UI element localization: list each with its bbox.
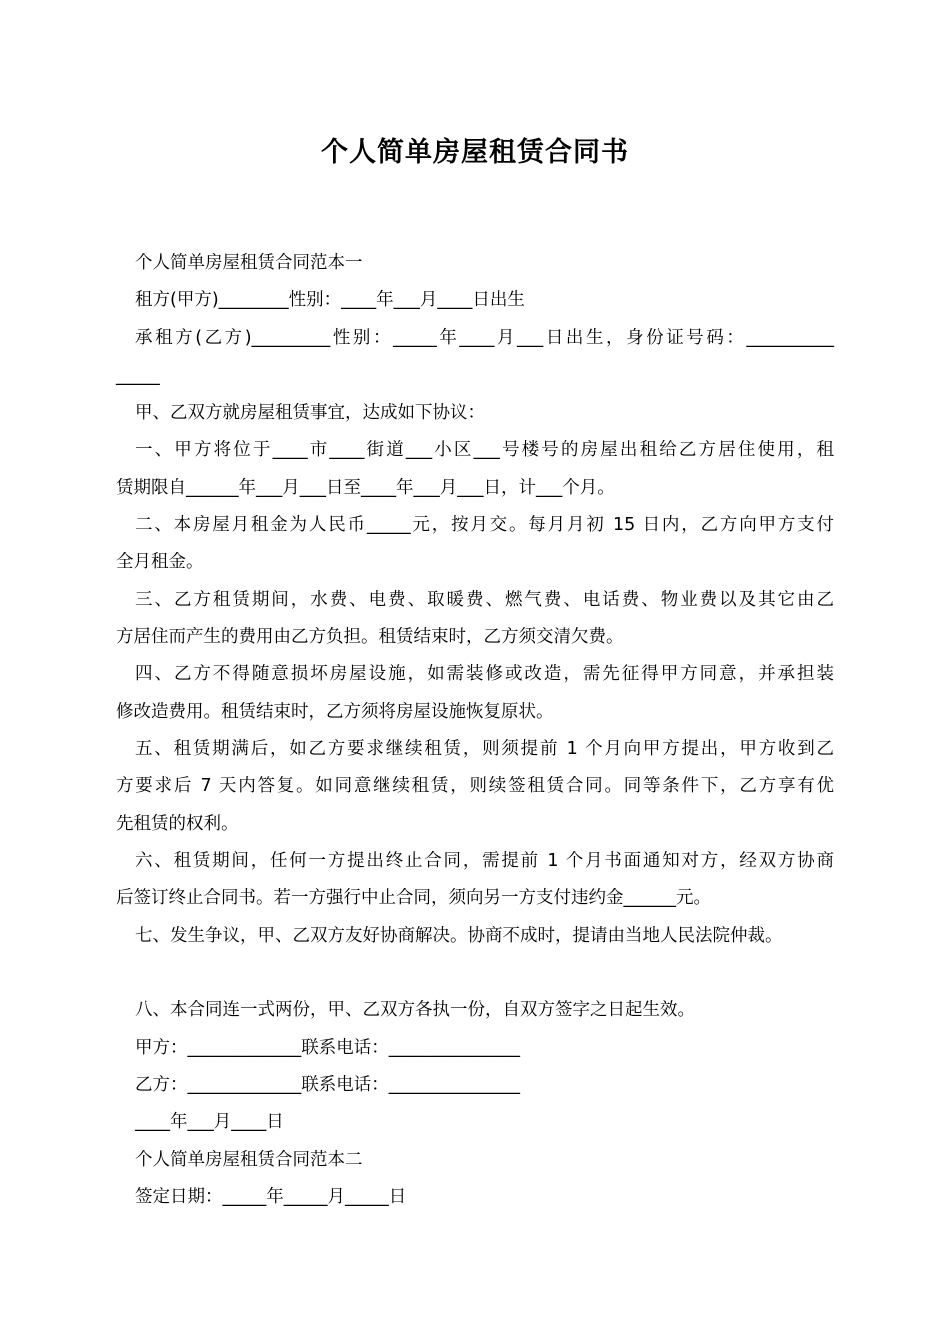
clause-6-line-2: 后签订终止合同书。若一方强行中止合同，须向另一方支付违约金______元。 (116, 888, 711, 908)
lessee-info-line-continued: _____ (116, 366, 160, 386)
clause-3-line-1: 三、乙方租赁期间，水费、电费、取暖费、燃气费、电话费、物业费以及其它由乙 (135, 590, 834, 610)
clause-2-line-1: 二、本房屋月租金为人民币_____元，按月交。每月月初 15 日内，乙方向甲方支付 (135, 515, 834, 535)
clause-2-line-2: 全月租金。 (116, 552, 204, 572)
clause-5-line-2: 方要求后 7 天内答复。如同意继续租赁，则续签租赁合同。同等条件下，乙方享有优 (116, 776, 834, 796)
party-b-signature-line: 乙方：_____________联系电话：_______________ (135, 1075, 520, 1095)
section-heading-sample-one: 个人简单房屋租赁合同范本一 (135, 253, 363, 273)
clause-4-line-1: 四、乙方不得随意损坏房屋设施，如需装修或改造，需先征得甲方同意，并承担装 (135, 664, 834, 684)
clause-7: 七、发生争议，甲、乙双方友好协商解决。协商不成时，提请由当地人民法院仲裁。 (135, 926, 783, 946)
party-a-signature-line: 甲方：_____________联系电话：_______________ (135, 1038, 520, 1058)
clause-8: 八、本合同连一式两份，甲、乙双方各执一份，自双方签字之日起生效。 (135, 1000, 695, 1020)
clause-1-line-2: 赁期限自______年___月___日至____年___月___日，计___个月。 (116, 478, 615, 498)
clause-6-line-1: 六、租赁期间，任何一方提出终止合同，需提前 1 个月书面通知对方，经双方协商 (135, 851, 834, 871)
clause-5-line-3: 先租赁的权利。 (116, 814, 239, 834)
signing-date-line: ____年___月____日 (135, 1112, 284, 1132)
clause-4-line-2: 修改造费用。租赁结束时，乙方须将房屋设施恢复原状。 (116, 702, 554, 722)
clause-1-line-1: 一、甲方将位于____市____街道___小区___号楼号的房屋出租给乙方居住使用，租 (135, 440, 834, 460)
lessor-info-line: 租方(甲方)________性别：____年___月____日出生 (135, 290, 525, 310)
lessee-info-line: 承租方(乙方)_________性别：_____年____月___日出生，身份证号码：__________ (135, 328, 834, 348)
section-heading-sample-two: 个人简单房屋租赁合同范本二 (135, 1150, 363, 1170)
clause-3-line-2: 方居住而产生的费用由乙方负担。租赁结束时，乙方须交清欠费。 (116, 627, 624, 647)
agreement-intro: 甲、乙双方就房屋租赁事宜，达成如下协议： (135, 403, 485, 423)
sample-two-signing-date: 签定日期：_____年_____月_____日 (135, 1187, 407, 1207)
clause-5-line-1: 五、租赁期满后，如乙方要求继续租赁，则须提前 1 个月向甲方提出，甲方收到乙 (135, 739, 834, 759)
document-title: 个人简单房屋租赁合同书 (321, 137, 629, 168)
